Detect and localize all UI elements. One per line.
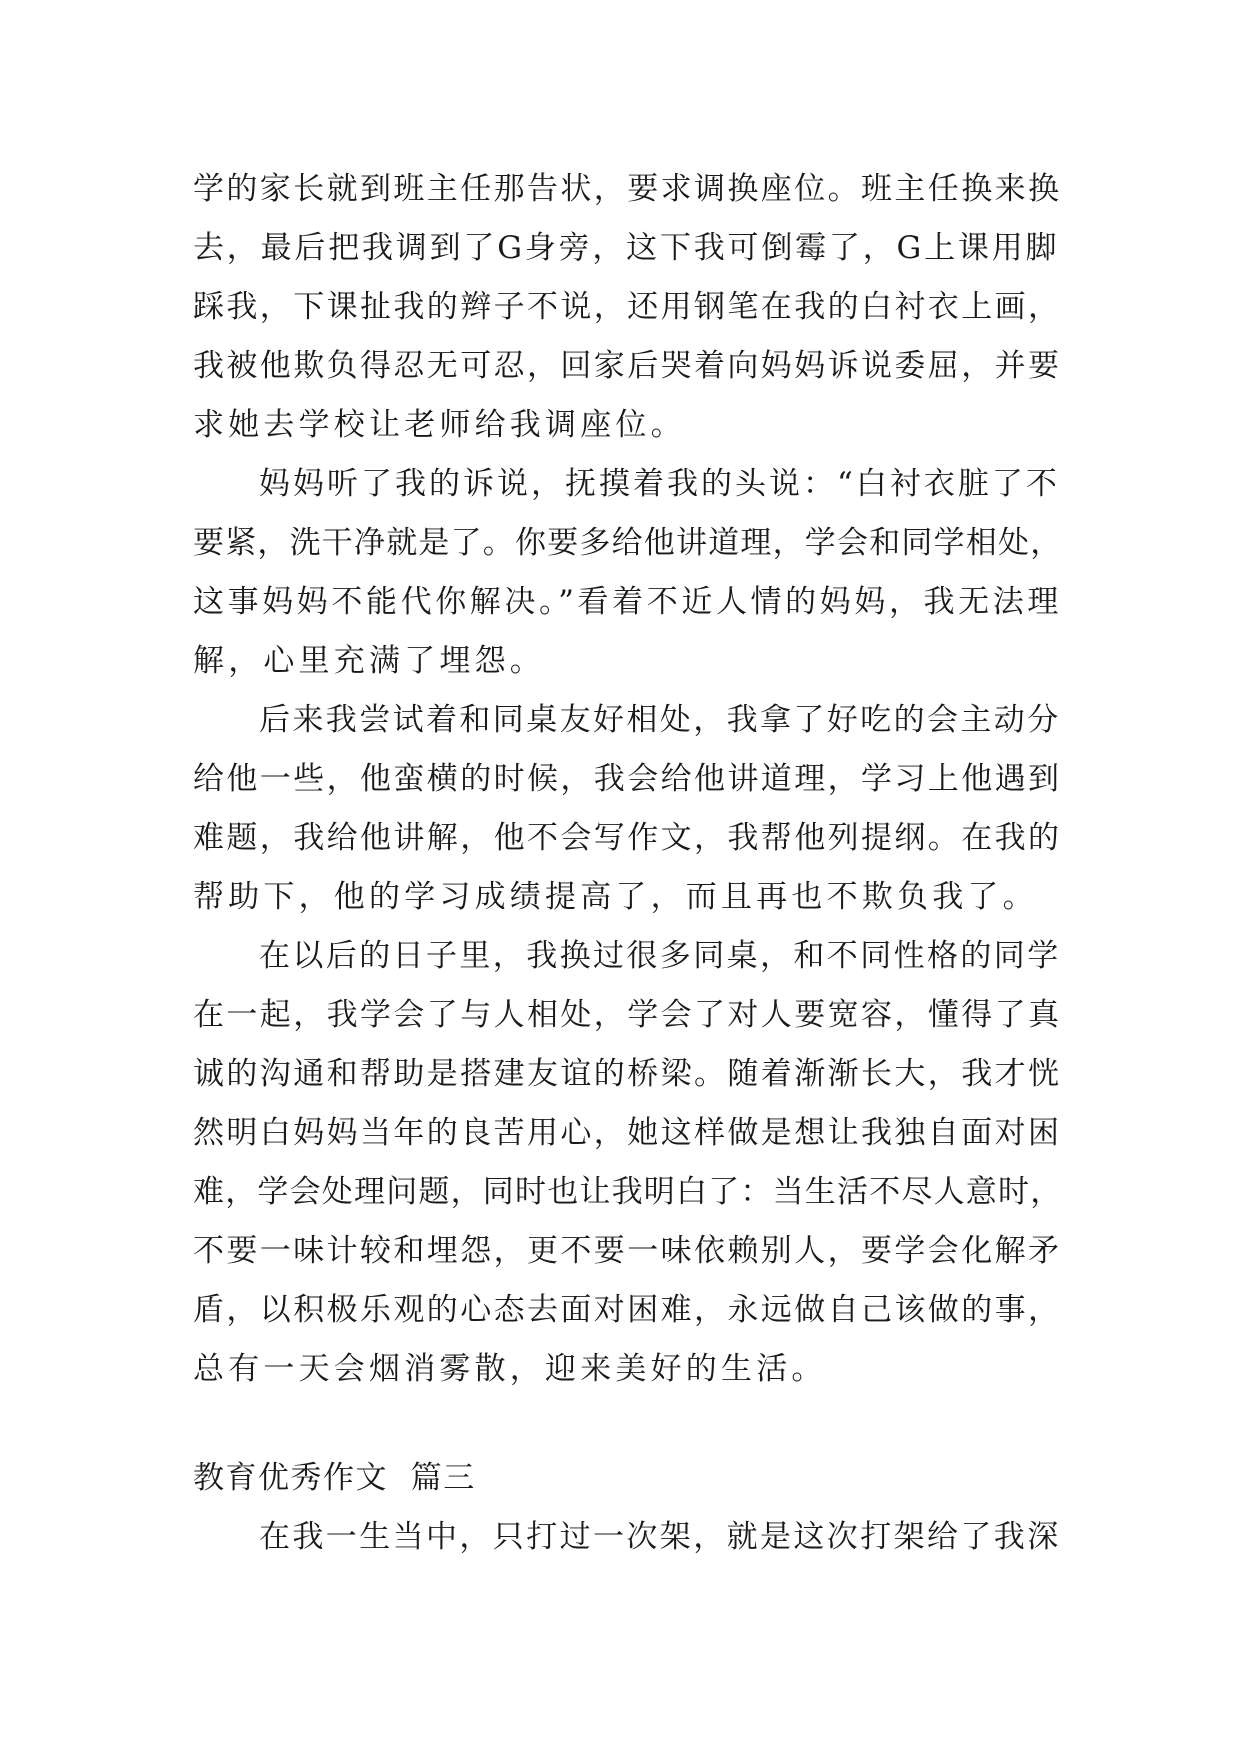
paragraph-5 [193, 1508, 1063, 1567]
text-line: 妈妈听了我的诉说，抚摸着我的头说：“白衬衣脏了不 [259, 466, 1060, 502]
text-line: 诚的沟通和帮助是搭建友谊的桥梁。随着渐渐长大，我才恍 [193, 1056, 1062, 1092]
text-line: 盾，以积极乐观的心态去面对困难，永远做自己该做的事， [193, 1292, 1062, 1328]
text-line: 踩我，下课扯我的辫子不说，还用钢笔在我的白衬衣上画， [193, 289, 1062, 325]
paragraph-3 [193, 691, 1063, 927]
text-line: 去，最后把我调到了G身旁，这下我可倒霉了，G上课用脚 [193, 230, 1060, 266]
text-line: 求她去学校让老师给我调座位。 [193, 407, 686, 443]
text-line: 解，心里充满了埋怨。 [193, 643, 545, 679]
paragraph-4 [193, 927, 1063, 1399]
text-line: 这事妈妈不能代你解决。”看着不近人情的妈妈，我无法理 [193, 584, 1062, 620]
text-line: 帮助下，他的学习成绩提高了，而且再也不欺负我了。 [193, 879, 1038, 915]
text-line: 后来我尝试着和同桌友好相处，我拿了好吃的会主动分 [259, 702, 1061, 738]
text-line: 难题，我给他讲解，他不会写作文，我帮他列提纲。在我的 [193, 820, 1062, 856]
section-heading: 教育优秀作文 篇三 [193, 1460, 476, 1496]
text-line: 难，学会处理问题，同时也让我明白了：当生活不尽人意时， [193, 1174, 1063, 1210]
paragraph-1 [193, 160, 1063, 455]
text-line: 不要一味计较和埋怨，更不要一味依赖别人，要学会化解矛 [193, 1233, 1062, 1269]
text-line: 在以后的日子里，我换过很多同桌，和不同性格的同学 [259, 938, 1061, 974]
text-line: 在我一生当中，只打过一次架，就是这次打架给了我深 [259, 1519, 1061, 1555]
text-line: 在一起，我学会了与人相处，学会了对人要宽容，懂得了真 [193, 997, 1062, 1033]
text-line: 要紧，洗干净就是了。你要多给他讲道理，学会和同学相处， [193, 525, 1063, 561]
text-line: 给他一些，他蛮横的时候，我会给他讲道理，学习上他遇到 [193, 761, 1062, 797]
paragraph-2 [193, 455, 1063, 691]
text-line: 然明白妈妈当年的良苦用心，她这样做是想让我独自面对困 [193, 1115, 1062, 1151]
text-line: 总有一天会烟消雾散，迎来美好的生活。 [193, 1351, 827, 1387]
text-line: 我被他欺负得忍无可忍，回家后哭着向妈妈诉说委屈，并要 [193, 348, 1062, 384]
document-page [193, 160, 1063, 1567]
text-line: 学的家长就到班主任那告状，要求调换座位。班主任换来换 [193, 171, 1062, 207]
